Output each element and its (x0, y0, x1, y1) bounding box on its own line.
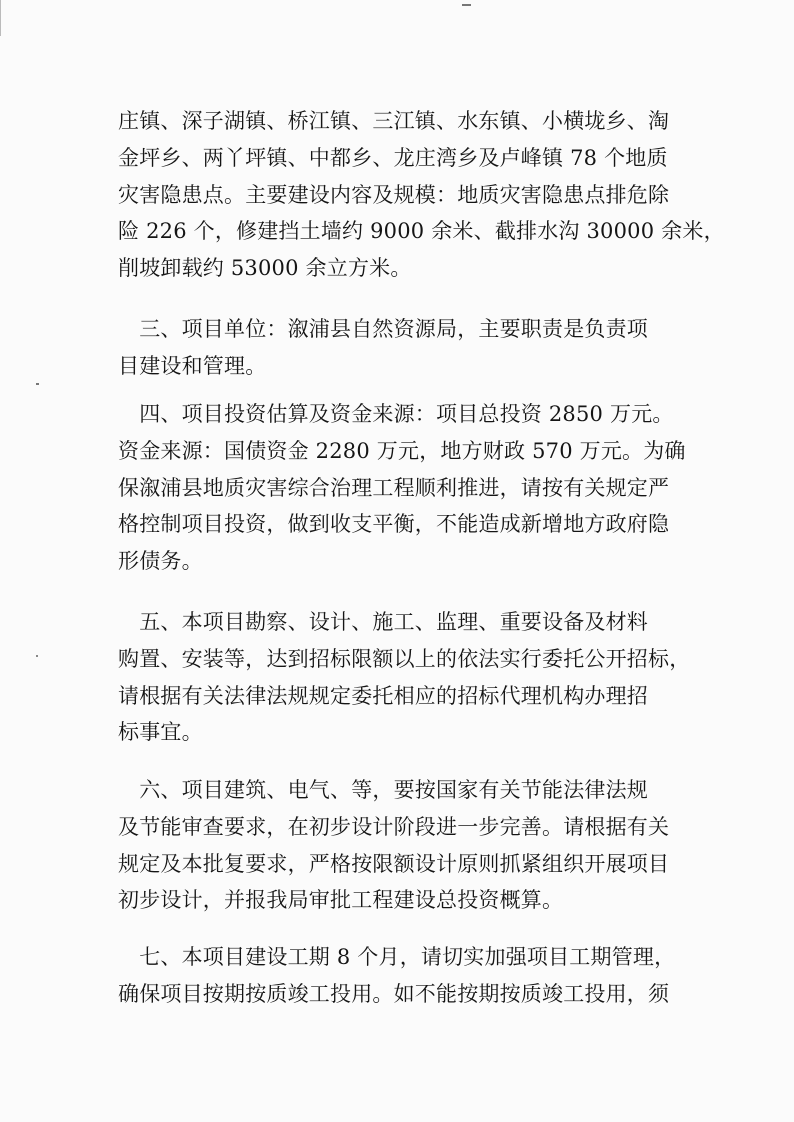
text-line: 目建设和管理。 (118, 353, 267, 378)
text-line: 四、项目投资估算及资金来源：项目总投资 2850 万元。 (118, 402, 674, 426)
scan-speck-left-2 (36, 655, 38, 657)
scan-speck-left (36, 383, 39, 385)
text-line: 险 226 个，修建挡土墙约 9000 余米、截排水沟 30000 余米， (118, 219, 725, 244)
text-line: 及节能审查要求，在初步设计阶段进一步完善。请根据有关 (118, 814, 670, 839)
paragraph-energy-saving (118, 772, 678, 919)
paragraph-project-unit (118, 311, 678, 385)
text-line: 资金来源：国债资金 2280 万元，地方财政 570 万元。为确 (118, 438, 686, 463)
text-line: 购置、安装等，达到招标限额以上的依法实行委托公开招标， (118, 646, 691, 671)
text-line: 规定及本批复要求，严格按限额设计原则抓紧组织开展项目 (118, 851, 670, 876)
paragraph-bidding (118, 604, 691, 751)
text-line: 确保项目按期按质竣工投用。如不能按期按质竣工投用，须 (118, 981, 670, 1006)
paragraph-project-locations (118, 103, 725, 287)
text-line: 七、本项目建设工期 8 个月，请切实加强项目工期管理， (118, 945, 676, 969)
text-line: 五、本项目勘察、设计、施工、监理、重要设备及材料 (118, 610, 648, 634)
text-line: 金坪乡、两丫坪镇、中都乡、龙庄湾乡及卢峰镇 78 个地质 (118, 145, 668, 170)
paragraph-investment (118, 396, 686, 580)
scan-mark-top (462, 4, 471, 6)
scan-mark-left-edge (0, 0, 1, 36)
text-line: 初步设计，并报我局审批工程建设总投资概算。 (118, 888, 564, 913)
text-line: 保溆浦县地质灾害综合治理工程顺利推进，请按有关规定严 (118, 475, 670, 500)
text-line: 形债务。 (118, 549, 203, 574)
text-line: 标事宜。 (118, 720, 203, 745)
text-line: 三、项目单位：溆浦县自然资源局，主要职责是负责项 (118, 317, 648, 341)
paragraph-construction-period (118, 939, 678, 1013)
text-line: 削坡卸载约 53000 余立方米。 (118, 256, 412, 281)
text-line: 格控制项目投资，做到收支平衡，不能造成新增地方政府隐 (118, 512, 670, 537)
text-line: 六、项目建筑、电气、等，要按国家有关节能法律法规 (118, 778, 648, 802)
text-line: 庄镇、深子湖镇、桥江镇、三江镇、水东镇、小横垅乡、淘 (118, 109, 670, 133)
text-line: 请根据有关法律法规规定委托相应的招标代理机构办理招 (118, 683, 648, 708)
text-line: 灾害隐患点。主要建设内容及规模：地质灾害隐患点排危除 (118, 182, 670, 207)
